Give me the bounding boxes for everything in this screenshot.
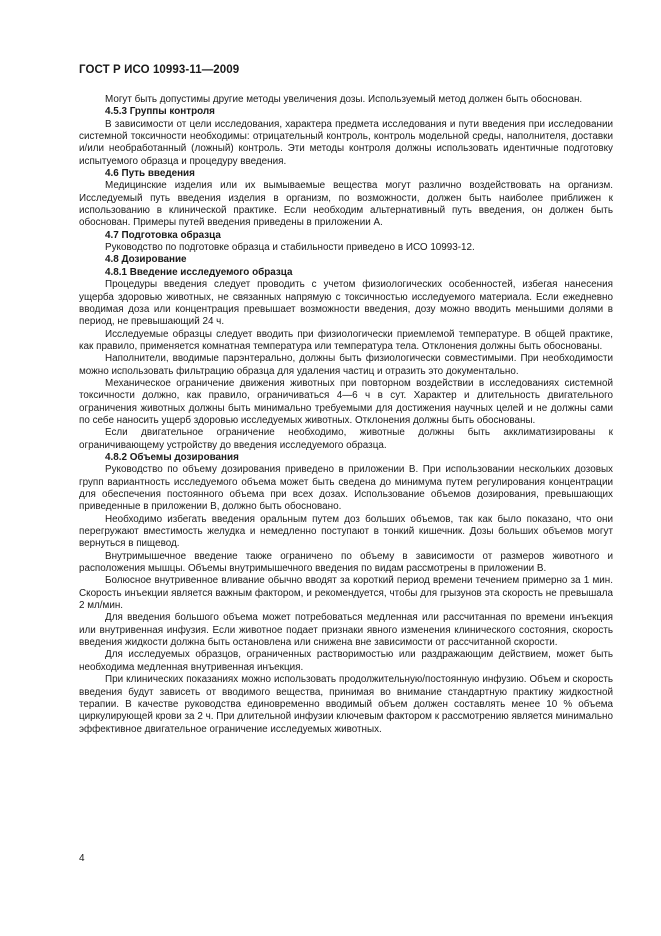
paragraph: Медицинские изделия или их вымываемые вещества могут различно воздействовать на организм. Исследуемый путь введения изделия в организм, по возможности, должен быть наиболее приближен к использованию в клинической практике. Если необходим альтернативный путь введения, он должен быть обоснован. Примеры путей введения приведены в приложении А. [79,180,613,229]
paragraph: Руководство по подготовке образца и стабильности приведено в ИСО 10993-12. [105,242,475,254]
paragraph: При клинических показаниях можно использовать продолжительную/постоянную инфузию. Объем и скорость введения будут зависеть от вводимого вещества, принимая во внимание стандартную практику жидкостной терапии. В качестве руководства единовременно вводимый объем должен составлять менее 10 % объема циркулирующей крови за 2 ч. При длительной инфузии ключевым фактором к рассмотрению является минимально эффективное двигательное ограничение исследуемых животных. [79,674,613,735]
paragraph: Наполнители, вводимые парэнтерально, должны быть физиологически совместимыми. При необходимости можно использовать фильтрацию образца для удаления частиц и отразить это документально. [79,353,613,377]
paragraph: Могут быть допустимы другие методы увеличения дозы. Используемый метод должен быть обоснован. [105,94,583,105]
section-heading: 4.8.1 Введение исследуемого образца [105,266,293,278]
paragraph: Болюсное внутривенное вливание обычно вводят за короткий период времени течением примерно за 1 мин. Скорость инъекции является важным фактором, и рекомендуется, чтобы для грызунов эта скорость не превышала 2 мл/мин. [79,575,613,612]
document-body [79,94,613,736]
paragraph: Если двигательное ограничение необходимо, животные должны быть акклиматизированы к ограничивающему устройству до введения исследуемого образца. [79,427,613,451]
section-heading: 4.8 Дозирование [105,254,187,266]
document-header: ГОСТ Р ИСО 10993-11—2009 [79,64,240,76]
section-heading: 4.7 Подготовка образца [105,229,221,241]
page-number: 4 [79,853,85,864]
section-heading: 4.8.2 Объемы дозирования [105,451,239,463]
paragraph: Для введения большого объема может потребоваться медленная или рассчитанная по времени инъекция или внутривенная инфузия. Если животное подает признаки явного изменения клинического состояния, скорость введения жидкости должна быть остановлена или снижена вне зависимости от рассчитанной скорости. [79,612,613,649]
paragraph: Руководство по объему дозирования приведено в приложении В. При использовании нескольких дозовых групп вариантность исследуемого объема может быть сведена до минимума путем регулирования концентрации для обеспечения постоянного объема при всех дозах. Использование объемов дозирования, превышающих приведенные в приложении В, должно быть обосновано. [79,464,613,513]
paragraph: Процедуры введения следует проводить с учетом физиологических особенностей, избегая нанесения ущерба здоровью животных, не связанных напрямую с токсичностью исследуемого материала. Если ежедневно вводимая доза или концентрация превышает возможности введения, дозу можно вводить меньшими долями в период, не превышающий 24 ч. [79,279,613,328]
paragraph: Необходимо избегать введения оральным путем доз больших объемов, так как было показано, что они перегружают вместимость желудка и немедленно поступают в тонкий кишечник. Дозы больших объемов могут вернуться в пищевод. [79,513,613,550]
paragraph: В зависимости от цели исследования, характера предмета исследования и пути введения при исследовании системной токсичности необходимы: отрицательный контроль, контроль модельной среды, наполнителя, доставки и/или необработанный (ложный) контроль. Эти методы контроля должны использовать идентичные подготовку испытуемого образца и процедуру введения. [79,118,613,167]
paragraph: Механическое ограничение движения животных при повторном воздействии в исследованиях системной токсичности должно, как правило, ограничиваться 4—6 ч в сут. Характер и длительность двигательного ограничения животных должны быть минимально требуемыми для достижения научных целей и не должны сами по себе наносить ущерб здоровью исследуемых животных. Отклонения должны быть обоснованы. [79,377,613,426]
section-heading: 4.5.3 Группы контроля [105,106,215,118]
paragraph: Внутримышечное введение также ограничено по объему в зависимости от размеров животного и расположения мышцы. Объемы внутримышечного введения по видам рассмотрены в приложении В. [79,550,613,575]
paragraph: Исследуемые образцы следует вводить при физиологически приемлемой температуре. В общей практике, как правило, применяется комнатная температура или температура тела. Отклонения должны быть обоснованы. [79,328,613,352]
paragraph: Для исследуемых образцов, ограниченных растворимостью или раздражающим действием, может быть необходима медленная внутривенная инъекция. [79,649,613,673]
section-heading: 4.6 Путь введения [105,168,195,180]
